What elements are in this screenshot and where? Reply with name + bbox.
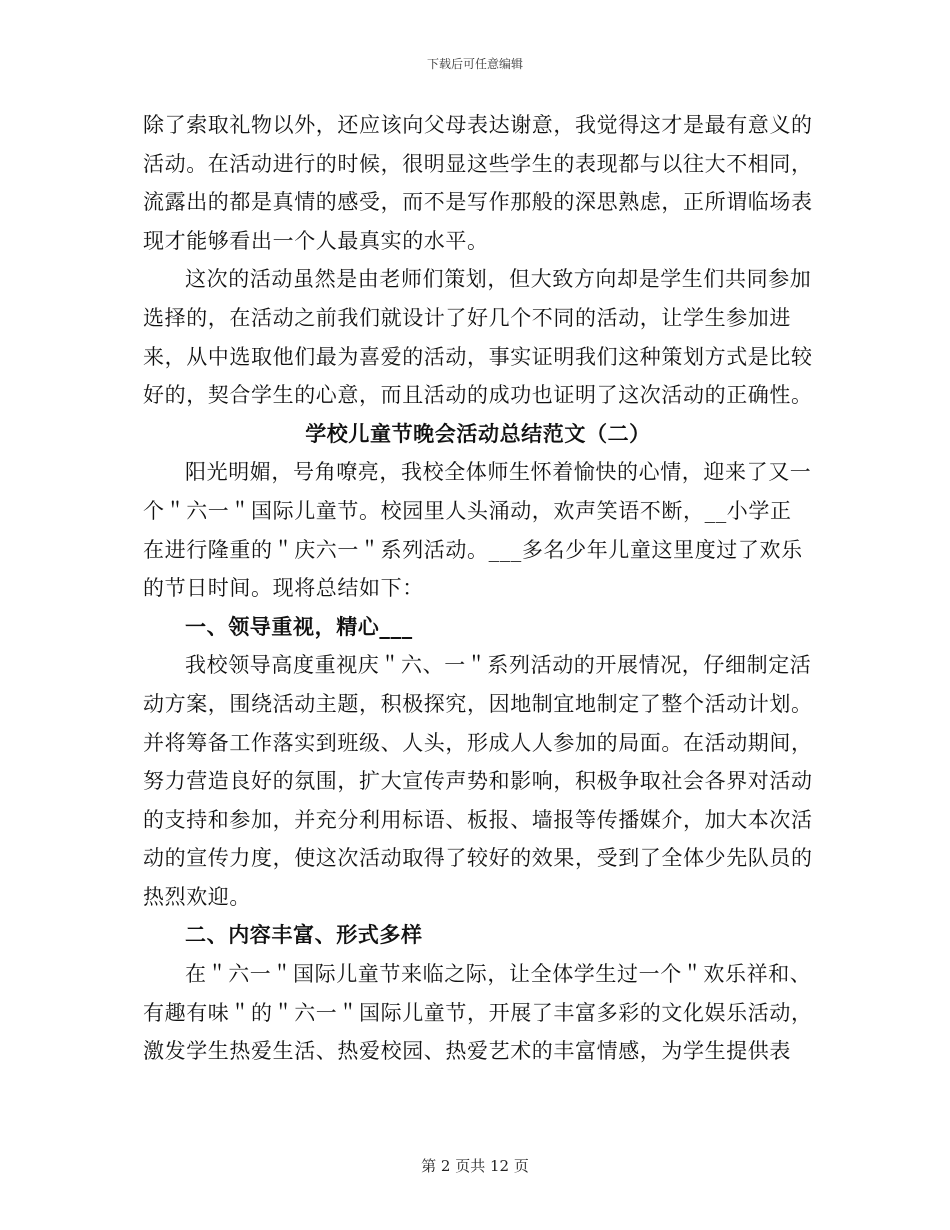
page-header: 下载后可任意编辑 <box>426 57 523 71</box>
paragraph: 阳光明媚，号角嘹亮，我校全体师生怀着愉快的心情，迎来了又一个＂六一＂国际儿童节。校园里人头涌动，欢声笑语不断，__小学正在进行隆重的＂庆六一＂系列活动。___多名少年儿童这里度过了欢乐的节日时间。现将总结如下： <box>143 460 812 601</box>
subheading: 二、内容丰富、形式多样 <box>185 922 423 948</box>
paragraph: 我校领导高度重视庆＂六、一＂系列活动的开展情况，仔细制定活动方案，围绕活动主题，积极探究，因地制宜地制定了整个活动计划。并将筹备工作落实到班级、人头，形成人人参加的局面。在活动期间，努力营造良好的氛围，扩大宣传声势和影响，积极争取社会各界对活动的支持和参加，并充分利用标语、板报、墙报等传播媒介，加大本次活动的宣传力度，使这次活动取得了较好的效果，受到了全体少先队员的热烈欢迎。 <box>143 653 813 909</box>
section-title: 学校儿童节晚会活动总结范文（二） <box>305 420 651 446</box>
subheading: 一、领导重视，精心___ <box>185 613 413 639</box>
paragraph: 这次的活动虽然是由老师们策划，但大致方向却是学生们共同参加选择的，在活动之前我们就设计了好几个不同的活动，让学生参加进来，从中选取他们最为喜爱的活动，事实证明我们这种策划方式是比较好的，契合学生的心意，而且活动的成功也证明了这次活动的正确性。 <box>143 267 813 408</box>
paragraph: 在＂六一＂国际儿童节来临之际，让全体学生过一个＂欢乐祥和、有趣有味＂的＂六一＂国际儿童节，开展了丰富多彩的文化娱乐活动，激发学生热爱生活、热爱校园、热爱艺术的丰富情感，为学生提供表 <box>143 962 813 1064</box>
document-body <box>143 106 813 1071</box>
page-footer: 第 2 页共 12 页 <box>421 1157 529 1175</box>
paragraph-continued: 除了索取礼物以外，还应该向父母表达谢意，我觉得这才是最有意义的活动。在活动进行的时候，很明显这些学生的表现都与以往大不相同，流露出的都是真情的感受，而不是写作那般的深思熟虑，正所谓临场表现才能够看出一个人最真实的水平。 <box>143 113 813 253</box>
